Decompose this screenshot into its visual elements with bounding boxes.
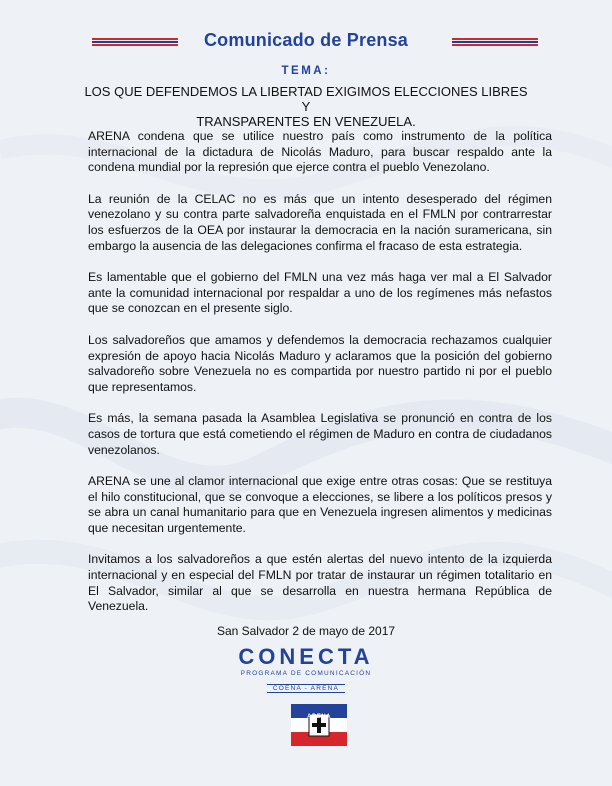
paragraph: Los salvadoreños que amamos y defendemos la democracia rechazamos cualquier expresión de apoyo hacia Nicolás Maduro y aclaramos que la posición del gobierno salvadoreño sobre Venezuela no es compartida por nuestro partido ni por el pueblo que representamos. [88, 332, 552, 394]
subject-line-2: TRANSPARENTES EN VENEZUELA. [196, 114, 416, 129]
paragraph: Es lamentable que el gobierno del FMLN una vez más haga ver mal a El Salvador ante la comunidad internacional por respaldar a uno de los regímenes más nefastos que se conozcan en el presente siglo. [88, 270, 552, 316]
logo-subtitle-2: COENA - ARENA [267, 684, 345, 693]
tema-label: TEMA: [281, 65, 331, 77]
body-text [88, 129, 552, 631]
arena-flag-logo [291, 704, 347, 746]
paragraph: ARENA se une al clamor internacional que exige entre otras cosas: Que se restituya el hilo constitucional, que se convoque a elecciones, se libere a los políticos presos y se abra un canal humanitario para que en Venezuela ingresen alimentos y medicinas que necesitan urgentemente. [88, 474, 552, 535]
flag-label: ARENA [307, 714, 331, 720]
conecta-logo [0, 644, 612, 695]
paragraph: ARENA condena que se utilice nuestro país como instrumento de la política internacional de la dictadura de Nicolás Maduro, para buscar respaldo ante la condena mundial por la represión que ejerce contra el pueblo Venezolano. [88, 129, 552, 175]
subject-heading [80, 84, 532, 129]
date-line: San Salvador 2 de mayo de 2017 [216, 624, 396, 638]
logo-wordmark: CONECTA [238, 644, 374, 669]
paragraph: La reunión de la CELAC no es más que un intento desesperado del régimen venezolano y su contra parte salvadoreña enquistada en el FMLN por contrarrestar los esfuerzos de la OEA por instaurar la democracia en la nación suramericana, sin embargo la ausencia de las delegaciones confirma el fracaso de esta estrategia. [88, 191, 552, 253]
page-title: Comunicado de Prensa [203, 30, 409, 50]
subject-line-1: LOS QUE DEFENDEMOS LA LIBERTAD EXIGIMOS ELECCIONES LIBRES Y [84, 84, 528, 114]
header [0, 28, 612, 54]
right-flag-stripe [452, 38, 538, 46]
logo-subtitle: PROGRAMA DE COMUNICACIÓN [240, 670, 372, 677]
paragraph: Invitamos a los salvadoreños a que estén alertas del nuevo intento de la izquierda internacional y en especial del FMLN por tratar de instaurar un régimen totalitario en El Salvador, similar al que se desarrolla en nuestra hermana República de Venezuela. [88, 552, 552, 614]
paragraph: Es más, la semana pasada la Asamblea Legislativa se pronunció en contra de los casos de tortura que está cometiendo el régimen de Maduro en contra de ciudadanos venezolanos. [88, 411, 552, 457]
